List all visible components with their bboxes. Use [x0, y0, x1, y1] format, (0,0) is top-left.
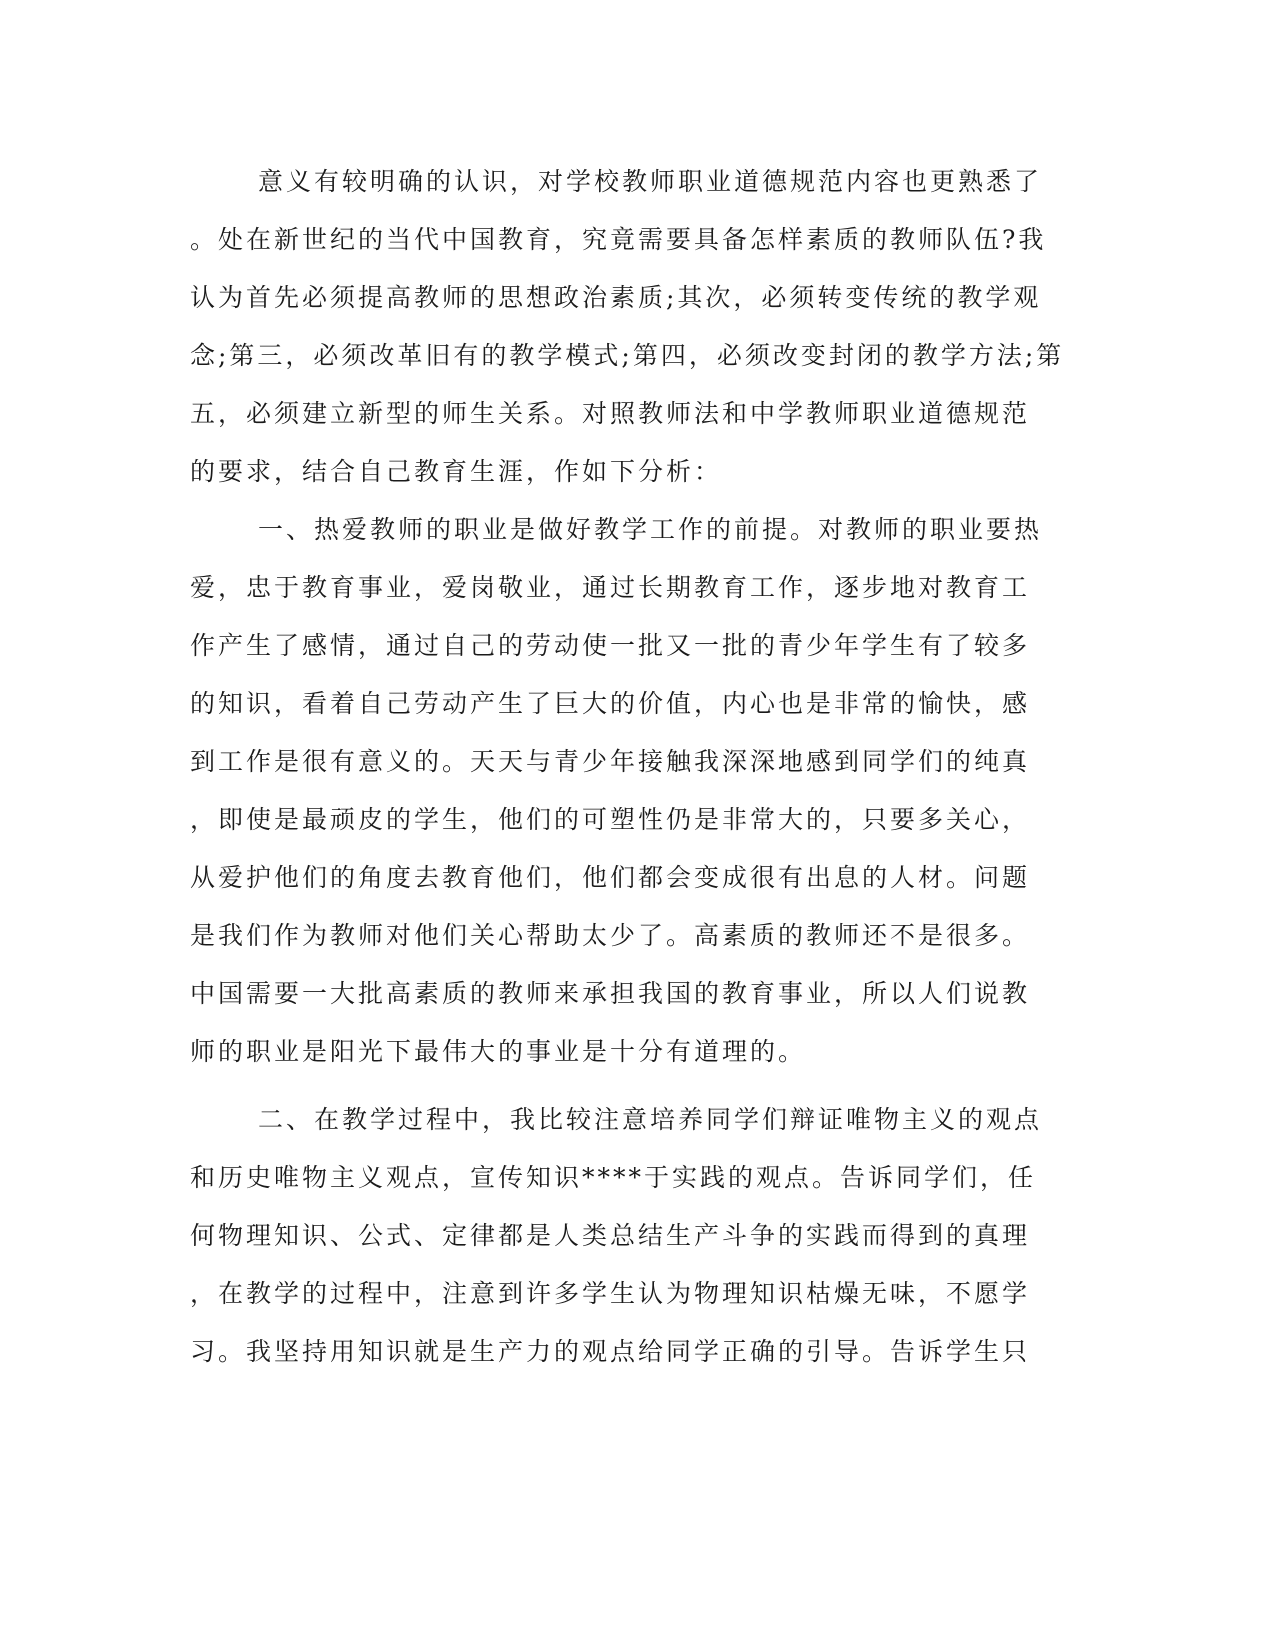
text-line-18: 和历史唯物主义观点，宣传知识****于实践的观点。告诉同学们，任	[190, 1163, 1037, 1192]
text-line-11: 到工作是很有意义的。天天与青少年接触我深深地感到同学们的纯真	[190, 747, 1031, 776]
text-line-3: 认为首先必须提高教师的思想政治素质;其次，必须转变传统的教学观	[190, 283, 1042, 312]
text-line-10: 的知识，看着自己劳动产生了巨大的价值，内心也是非常的愉快，感	[190, 689, 1031, 718]
text-line-1: 意义有较明确的认识，对学校教师职业道德规范内容也更熟悉了	[258, 167, 1043, 196]
text-line-12: ，即使是最顽皮的学生，他们的可塑性仍是非常大的，只要多关心，	[190, 805, 1031, 834]
text-line-8: 爱，忠于教育事业，爱岗敬业，通过长期教育工作，逐步地对教育工	[190, 573, 1031, 602]
text-line-14: 是我们作为教师对他们关心帮助太少了。高素质的教师还不是很多。	[190, 921, 1031, 950]
text-line-20: ，在教学的过程中，注意到许多学生认为物理知识枯燥无味，不愿学	[190, 1279, 1031, 1308]
text-line-13: 从爱护他们的角度去教育他们，他们都会变成很有出息的人材。问题	[190, 863, 1031, 892]
text-line-6: 的要求，结合自己教育生涯，作如下分析：	[190, 457, 723, 486]
text-line-19: 何物理知识、公式、定律都是人类总结生产斗争的实践而得到的真理	[190, 1221, 1031, 1250]
text-line-7: 一、热爱教师的职业是做好教学工作的前提。对教师的职业要热	[258, 515, 1043, 544]
text-line-16: 师的职业是阳光下最伟大的事业是十分有道理的。	[190, 1037, 807, 1066]
text-line-15: 中国需要一大批高素质的教师来承担我国的教育事业，所以人们说教	[190, 979, 1031, 1008]
text-line-17: 二、在教学过程中，我比较注意培养同学们辩证唯物主义的观点	[258, 1105, 1043, 1134]
text-line-2: 。处在新世纪的当代中国教育，究竟需要具备怎样素质的教师队伍?我	[190, 225, 1047, 254]
text-line-5: 五，必须建立新型的师生关系。对照教师法和中学教师职业道德规范	[190, 399, 1031, 428]
text-line-4: 念;第三，必须改革旧有的教学模式;第四，必须改变封闭的教学方法;第	[190, 341, 1065, 370]
text-line-21: 习。我坚持用知识就是生产力的观点给同学正确的引导。告诉学生只	[190, 1337, 1031, 1366]
text-line-9: 作产生了感情，通过自己的劳动使一批又一批的青少年学生有了较多	[190, 631, 1031, 660]
